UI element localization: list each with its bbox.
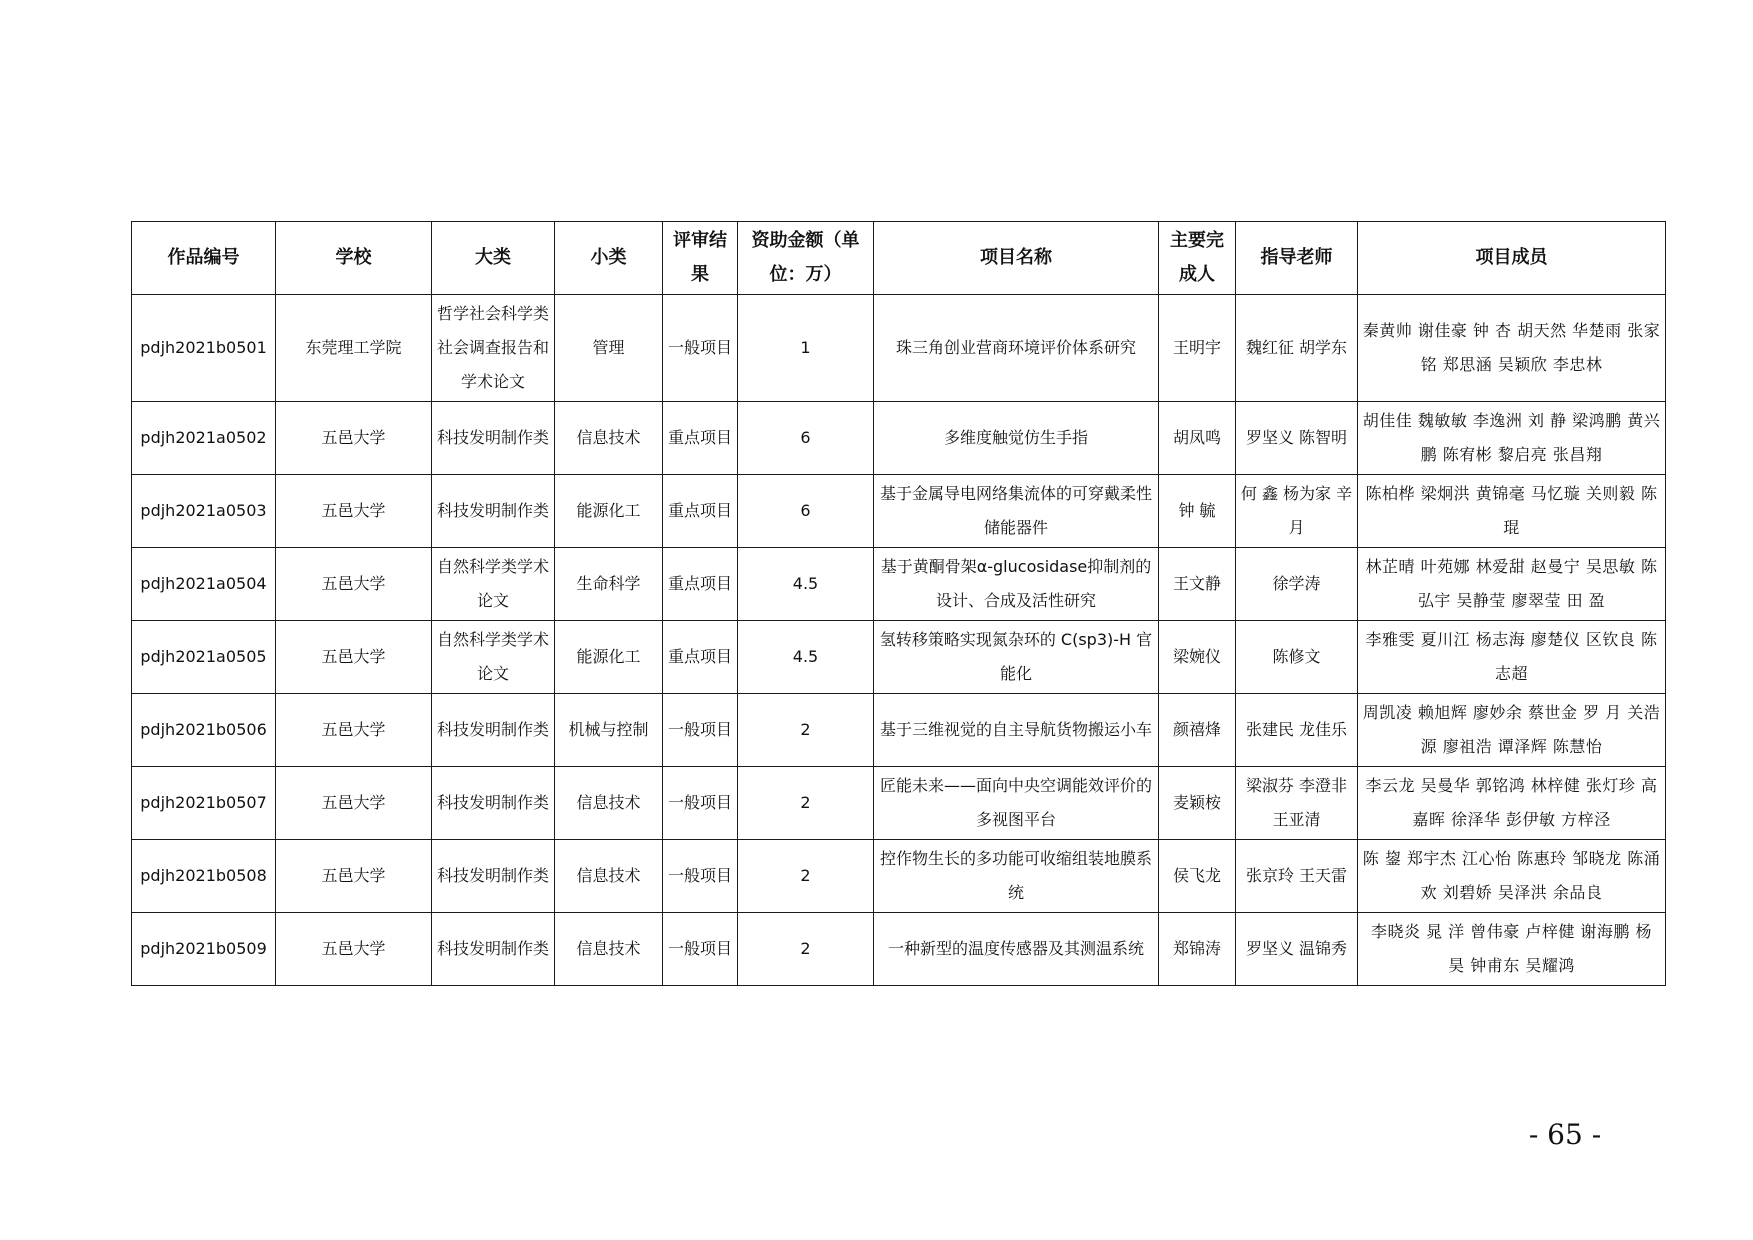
school-cell: 五邑大学: [276, 767, 432, 840]
header-cell: 评审结果: [663, 222, 738, 295]
category-cell: 科技发明制作类: [432, 840, 555, 913]
advisor-cell: 魏红征 胡学东: [1236, 295, 1358, 402]
review-result-cell: 重点项目: [663, 402, 738, 475]
advisor-cell: 梁淑芬 李澄非 王亚清: [1236, 767, 1358, 840]
school-cell: 五邑大学: [276, 548, 432, 621]
project-name-cell: 基于黄酮骨架α-glucosidase抑制剂的设计、合成及活性研究: [874, 548, 1159, 621]
category-cell: 自然科学类学术论文: [432, 548, 555, 621]
advisor-cell: 张京玲 王天雷: [1236, 840, 1358, 913]
table-header-row: [132, 222, 1666, 295]
review-result-cell: 重点项目: [663, 475, 738, 548]
project-name-cell: 匠能未来——面向中央空调能效评价的多视图平台: [874, 767, 1159, 840]
project-name-cell: 控作物生长的多功能可收缩组装地膜系统: [874, 840, 1159, 913]
project-name-cell: 基于三维视觉的自主导航货物搬运小车: [874, 694, 1159, 767]
category-cell: 科技发明制作类: [432, 475, 555, 548]
project-id-cell: pdjh2021b0507: [132, 767, 276, 840]
advisor-cell: 陈修文: [1236, 621, 1358, 694]
table-row: [132, 840, 1666, 913]
header-cell: 项目名称: [874, 222, 1159, 295]
advisor-cell: 何 鑫 杨为家 辛 月: [1236, 475, 1358, 548]
school-cell: 东莞理工学院: [276, 295, 432, 402]
subcategory-cell: 信息技术: [555, 913, 663, 986]
subcategory-cell: 信息技术: [555, 402, 663, 475]
subcategory-cell: 信息技术: [555, 767, 663, 840]
advisor-cell: 徐学涛: [1236, 548, 1358, 621]
school-cell: 五邑大学: [276, 913, 432, 986]
category-cell: 科技发明制作类: [432, 767, 555, 840]
lead-author-cell: 侯飞龙: [1159, 840, 1236, 913]
category-cell: 哲学社会科学类社会调查报告和学术论文: [432, 295, 555, 402]
table-row: [132, 767, 1666, 840]
header-cell: 作品编号: [132, 222, 276, 295]
school-cell: 五邑大学: [276, 621, 432, 694]
school-cell: 五邑大学: [276, 475, 432, 548]
school-cell: 五邑大学: [276, 694, 432, 767]
subcategory-cell: 生命科学: [555, 548, 663, 621]
subcategory-cell: 机械与控制: [555, 694, 663, 767]
lead-author-cell: 王明宇: [1159, 295, 1236, 402]
lead-author-cell: 梁婉仪: [1159, 621, 1236, 694]
project-id-cell: pdjh2021b0501: [132, 295, 276, 402]
lead-author-cell: 郑锦涛: [1159, 913, 1236, 986]
members-cell: 李晓炎 晁 洋 曾伟豪 卢梓健 谢海鹏 杨 昊 钟甫东 吴耀鸿: [1358, 913, 1666, 986]
project-name-cell: 基于金属导电网络集流体的可穿戴柔性储能器件: [874, 475, 1159, 548]
review-result-cell: 一般项目: [663, 694, 738, 767]
table-body: [132, 295, 1666, 986]
project-id-cell: pdjh2021a0505: [132, 621, 276, 694]
members-cell: 陈柏桦 梁炯洪 黄锦毫 马忆璇 关则毅 陈 琨: [1358, 475, 1666, 548]
page-number: - 65 -: [1528, 1118, 1602, 1151]
advisor-cell: 罗坚义 陈智明: [1236, 402, 1358, 475]
projects-table: [131, 221, 1666, 986]
header-cell: 主要完成人: [1159, 222, 1236, 295]
school-cell: 五邑大学: [276, 402, 432, 475]
subcategory-cell: 管理: [555, 295, 663, 402]
project-id-cell: pdjh2021a0503: [132, 475, 276, 548]
category-cell: 科技发明制作类: [432, 913, 555, 986]
subcategory-cell: 能源化工: [555, 621, 663, 694]
funding-cell: 2: [738, 767, 874, 840]
members-cell: 李雅雯 夏川江 杨志海 廖楚仪 区钦良 陈志超: [1358, 621, 1666, 694]
funding-cell: 2: [738, 913, 874, 986]
review-result-cell: 重点项目: [663, 621, 738, 694]
table-row: [132, 548, 1666, 621]
advisor-cell: 张建民 龙佳乐: [1236, 694, 1358, 767]
school-cell: 五邑大学: [276, 840, 432, 913]
table-row: [132, 621, 1666, 694]
project-id-cell: pdjh2021b0509: [132, 913, 276, 986]
review-result-cell: 一般项目: [663, 913, 738, 986]
members-cell: 秦黄帅 谢佳豪 钟 杏 胡天然 华楚雨 张家铭 郑思涵 吴颖欣 李忠林: [1358, 295, 1666, 402]
header-cell: 大类: [432, 222, 555, 295]
review-result-cell: 一般项目: [663, 840, 738, 913]
funding-cell: 2: [738, 694, 874, 767]
members-cell: 李云龙 吴曼华 郭铭鸿 林梓健 张灯珍 高嘉晖 徐泽华 彭伊敏 方梓泾: [1358, 767, 1666, 840]
table-row: [132, 475, 1666, 548]
header-cell: 资助金额（单位：万）: [738, 222, 874, 295]
lead-author-cell: 王文静: [1159, 548, 1236, 621]
funding-cell: 2: [738, 840, 874, 913]
table-row: [132, 402, 1666, 475]
members-cell: 周凯凌 赖旭辉 廖妙余 蔡世金 罗 月 关浩源 廖祖浩 谭泽辉 陈慧怡: [1358, 694, 1666, 767]
project-id-cell: pdjh2021a0504: [132, 548, 276, 621]
category-cell: 科技发明制作类: [432, 694, 555, 767]
table-row: [132, 913, 1666, 986]
project-name-cell: 多维度触觉仿生手指: [874, 402, 1159, 475]
category-cell: 科技发明制作类: [432, 402, 555, 475]
subcategory-cell: 信息技术: [555, 840, 663, 913]
funding-cell: 1: [738, 295, 874, 402]
lead-author-cell: 颜禧烽: [1159, 694, 1236, 767]
header-cell: 小类: [555, 222, 663, 295]
review-result-cell: 一般项目: [663, 767, 738, 840]
lead-author-cell: 胡凤鸣: [1159, 402, 1236, 475]
review-result-cell: 重点项目: [663, 548, 738, 621]
funding-cell: 6: [738, 475, 874, 548]
members-cell: 陈 鋆 郑宇杰 江心怡 陈惠玲 邹晓龙 陈涌欢 刘碧娇 吴泽洪 余品良: [1358, 840, 1666, 913]
lead-author-cell: 麦颖桉: [1159, 767, 1236, 840]
lead-author-cell: 钟 毓: [1159, 475, 1236, 548]
project-id-cell: pdjh2021b0508: [132, 840, 276, 913]
project-id-cell: pdjh2021a0502: [132, 402, 276, 475]
funding-cell: 4.5: [738, 621, 874, 694]
project-id-cell: pdjh2021b0506: [132, 694, 276, 767]
project-name-cell: 氢转移策略实现氮杂环的 C(sp3)-H 官能化: [874, 621, 1159, 694]
subcategory-cell: 能源化工: [555, 475, 663, 548]
header-cell: 指导老师: [1236, 222, 1358, 295]
project-name-cell: 一种新型的温度传感器及其测温系统: [874, 913, 1159, 986]
review-result-cell: 一般项目: [663, 295, 738, 402]
table-row: [132, 694, 1666, 767]
advisor-cell: 罗坚义 温锦秀: [1236, 913, 1358, 986]
header-cell: 学校: [276, 222, 432, 295]
header-cell: 项目成员: [1358, 222, 1666, 295]
members-cell: 胡佳佳 魏敏敏 李逸洲 刘 静 梁鸿鹏 黄兴鹏 陈宥彬 黎启亮 张昌翔: [1358, 402, 1666, 475]
project-name-cell: 珠三角创业营商环境评价体系研究: [874, 295, 1159, 402]
funding-cell: 4.5: [738, 548, 874, 621]
table-row: [132, 295, 1666, 402]
category-cell: 自然科学类学术论文: [432, 621, 555, 694]
funding-cell: 6: [738, 402, 874, 475]
members-cell: 林芷晴 叶苑娜 林爱甜 赵曼宁 吴思敏 陈弘宇 吴静莹 廖翠莹 田 盈: [1358, 548, 1666, 621]
